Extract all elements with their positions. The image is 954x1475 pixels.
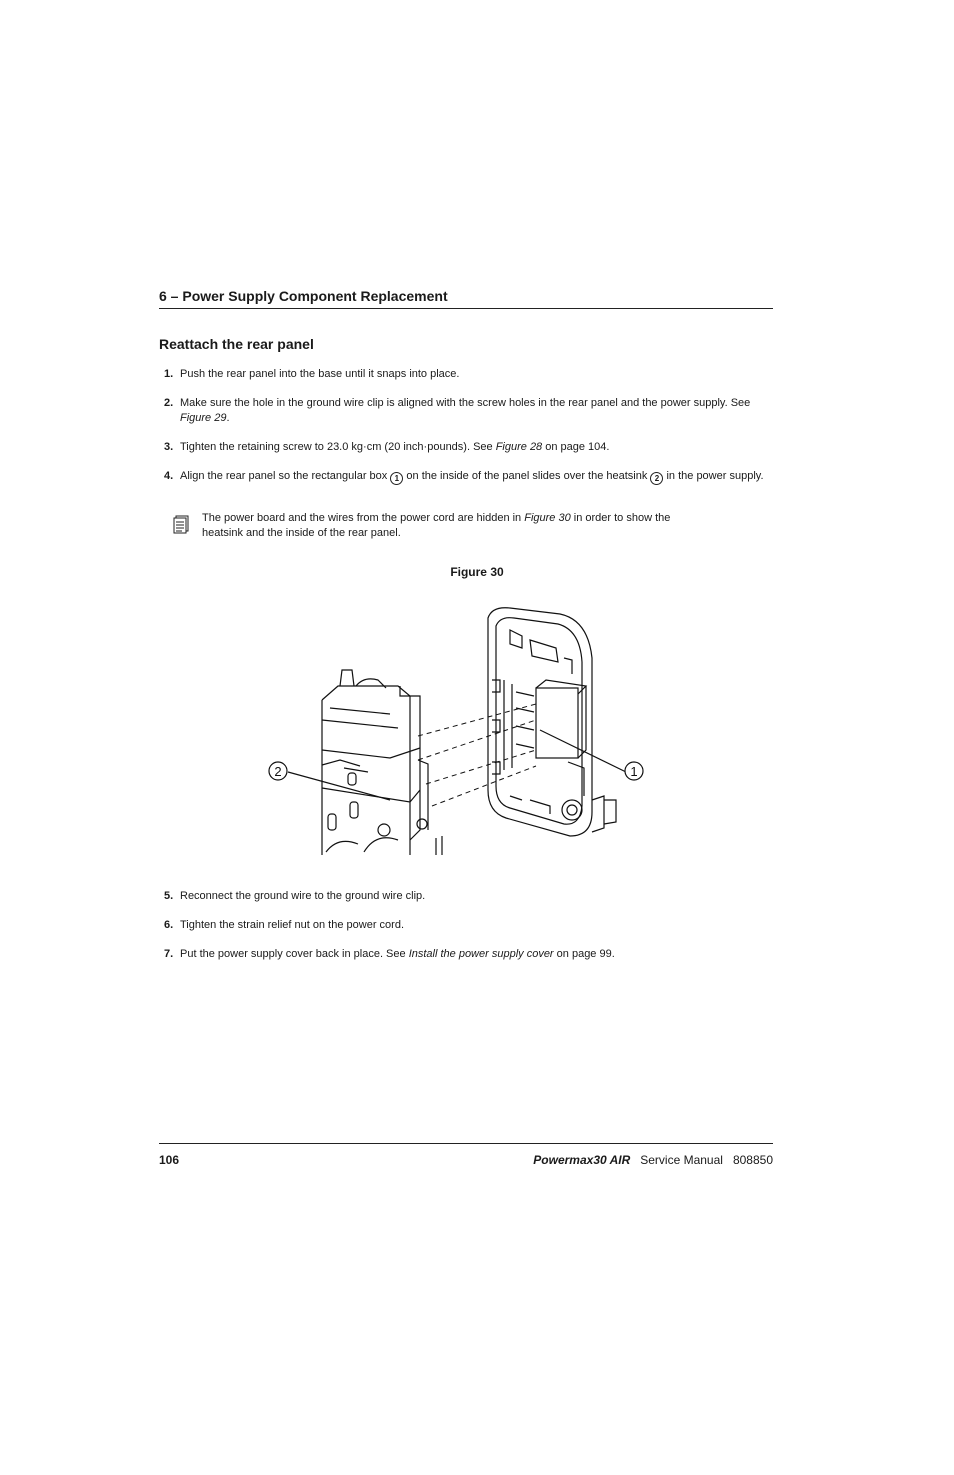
note-icon [172,515,190,540]
step-text-part: Tighten the retaining screw to 23.0 kg·cm (20 inch·pounds). See [180,441,496,453]
step-number: 5. [164,890,174,902]
step-4 [159,469,773,485]
step-number: 3. [164,441,174,453]
product-name: Powermax30 AIR [533,1153,631,1167]
step-number: 6. [164,919,174,931]
step-5 [159,889,773,904]
step-text-part: in the power supply. [663,470,764,482]
part-number: 808850 [732,1153,773,1167]
step-text [180,947,773,962]
figure-callout-2: 2 [274,764,282,779]
step-text [180,396,773,426]
step-text-part: . [226,412,230,424]
callout-1-icon: 1 [390,472,403,485]
step-6 [159,918,773,933]
note-block [172,511,672,541]
step-text [180,469,773,485]
callout-2-icon: 2 [650,472,663,485]
step-1 [159,367,773,382]
figure-illustration [260,600,660,865]
figure-callout-1: 1 [630,764,638,779]
step-number: 1. [164,368,174,380]
step-text-part: on page 104. [542,441,610,453]
figure-reference-link[interactable]: Figure 30 [524,512,571,524]
note-text-part: The power board and the wires from the power cord are hidden in [202,512,525,524]
step-text-part: on the inside of the panel slides over the heatsink [403,470,651,482]
step-text-part: Align the rear panel so the rectangular box [180,470,391,482]
power-supply-rear-panel-illustration [260,600,660,860]
step-text-part: Make sure the hole in the ground wire clip is aligned with the screw holes in the rear panel and the power supply. See [180,397,751,409]
figure-reference-link[interactable]: Figure 29 [180,412,227,424]
step-text [180,440,773,455]
footer-document-info [533,1153,773,1167]
step-2 [159,396,773,426]
section-title: Reattach the rear panel [159,336,314,352]
step-text-part: on page 99. [553,948,615,960]
chapter-header: 6 – Power Supply Component Replacement [159,288,773,309]
note-text-part: in order to show the heatsink and the inside of the rear panel. [202,512,671,539]
step-text: Push the rear panel into the base until it snaps into place. [180,368,460,380]
page-number: 106 [159,1153,180,1167]
step-text-part: Put the power supply cover back in place. See [180,948,409,960]
step-7 [159,947,773,962]
note-text [202,511,672,541]
footer-divider [159,1143,773,1144]
step-3 [159,440,773,455]
step-number: 4. [164,470,174,482]
step-number: 7. [164,948,174,960]
step-text: Reconnect the ground wire to the ground wire clip. [180,890,426,902]
figure-reference-link[interactable]: Figure 28 [495,441,543,453]
section-reference-link[interactable]: Install the power supply cover [408,948,554,960]
figure-caption: Figure 30 [450,565,504,579]
manual-type: Service Manual [640,1153,723,1167]
step-number: 2. [164,397,174,409]
step-text: Tighten the strain relief nut on the power cord. [180,919,404,931]
